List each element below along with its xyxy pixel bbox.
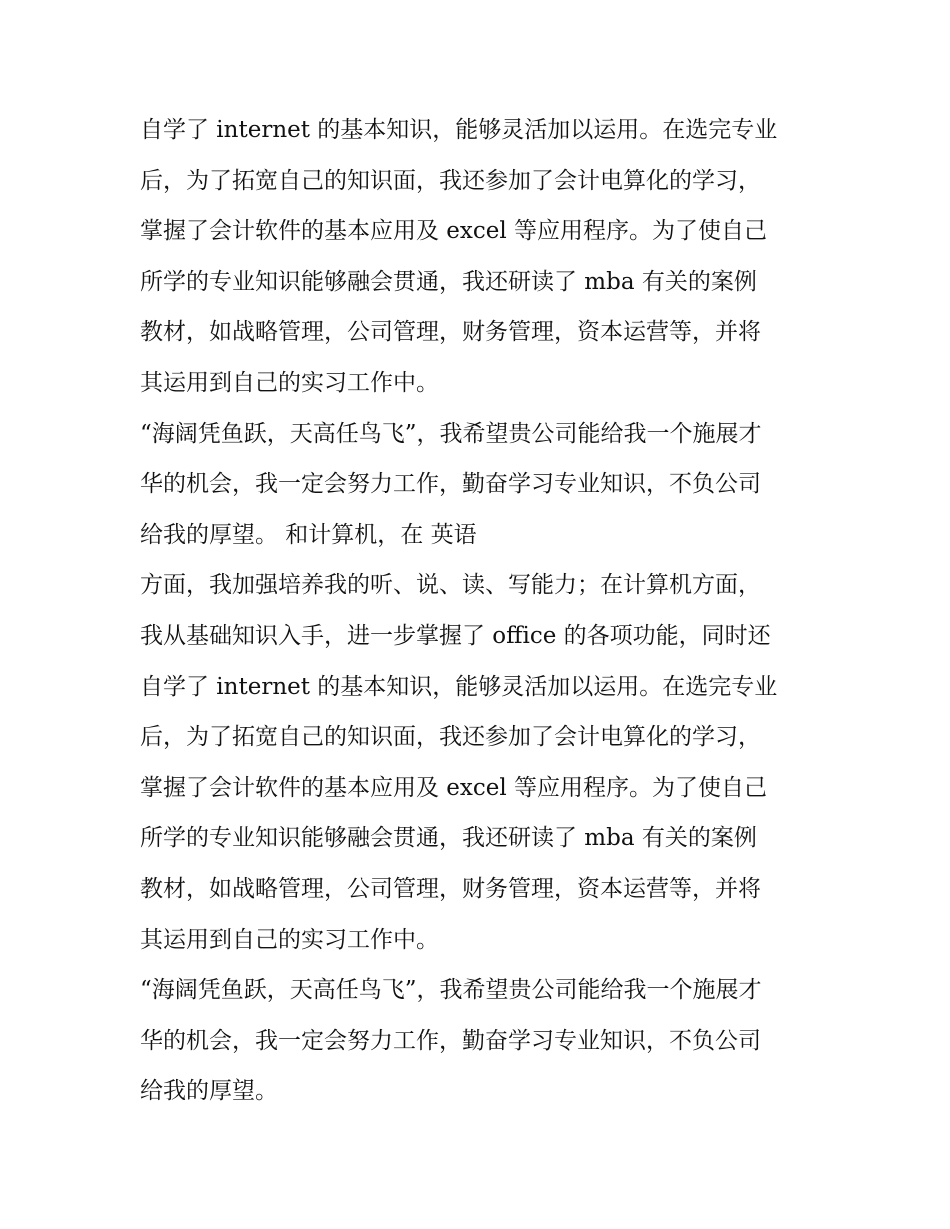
text-line: 教材，如战略管理，公司管理，财务管理，资本运营等，并将 — [140, 875, 761, 902]
text-line: 所学的专业知识能够融会贯通，我还研读了 mba 有关的案例 — [140, 825, 757, 852]
text-line: “海阔凭鱼跃，天高任鸟飞”，我希望贵公司能给我一个施展才 — [140, 977, 762, 1004]
text-line: 所学的专业知识能够融会贯通，我还研读了 mba 有关的案例 — [140, 268, 757, 295]
text-line: 华的机会，我一定会努力工作，勤奋学习专业知识，不负公司 — [140, 1027, 761, 1054]
text-line: “海阔凭鱼跃，天高任鸟飞”，我希望贵公司能给我一个施展才 — [140, 420, 762, 447]
text-line: 后，为了拓宽自己的知识面，我还参加了会计电算化的学习， — [140, 724, 761, 751]
text-line: 自学了 internet 的基本知识，能够灵活加以运用。在选完专业 — [140, 673, 778, 700]
text-line: 掌握了会计软件的基本应用及 excel 等应用程序。为了使自己 — [140, 218, 768, 245]
text-line: 华的机会，我一定会努力工作，勤奋学习专业知识，不负公司 — [140, 471, 761, 498]
text-line: 教材，如战略管理，公司管理，财务管理，资本运营等，并将 — [140, 319, 761, 346]
document-body — [140, 105, 820, 1117]
text-line: 自学了 internet 的基本知识，能够灵活加以运用。在选完专业 — [140, 117, 778, 143]
text-line: 其运用到自己的实习工作中。 — [140, 369, 439, 396]
text-line: 给我的厚望。 — [140, 1078, 278, 1105]
text-line: 后，为了拓宽自己的知识面，我还参加了会计电算化的学习， — [140, 167, 761, 194]
text-line: 其运用到自己的实习工作中。 — [140, 926, 439, 953]
text-line: 掌握了会计软件的基本应用及 excel 等应用程序。为了使自己 — [140, 774, 768, 801]
text-line: 给我的厚望。 和计算机，在 英语 — [140, 521, 477, 548]
text-line: 我从基础知识入手，进一步掌握了 office 的各项功能，同时还 — [140, 622, 771, 649]
text-line: 方面，我加强培养我的听、说、读、写能力；在计算机方面， — [140, 572, 761, 599]
